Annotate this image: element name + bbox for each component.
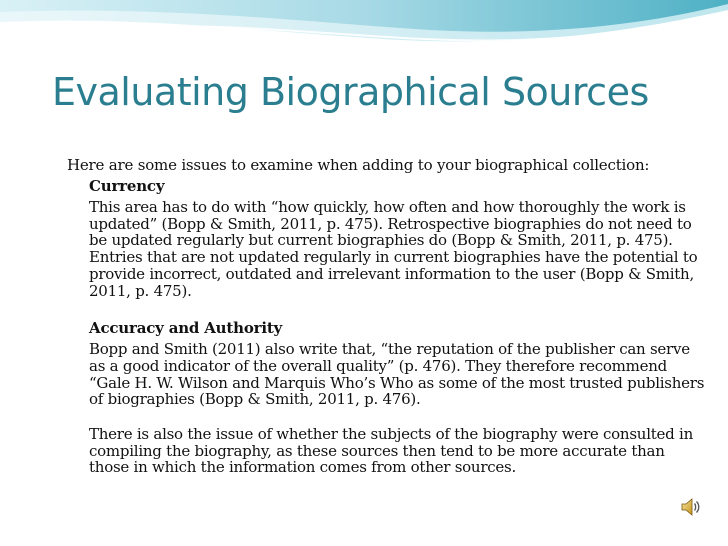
slide-content [67,156,707,476]
intro-text: Here are some issues to examine when adding to your biographical collection: [67,156,650,174]
section-text-accuracy: Bopp and Smith (2011) also write that, “the reputation of the publisher can serve as a good indicator of the overall quality” (p. 476). They therefore recommend “Gale H. W. Wilson and Marquis Who’s Who as some of the most trusted publishers of biographies (Bopp & Smith, 2011, p. 476). [89,340,705,409]
section-heading-accuracy: Accuracy and Authority [89,319,283,338]
section-text-currency: This area has to do with “how quickly, how often and how thoroughly the work is updated” (Bopp & Smith, 2011, p. 475). Retrospective biographies do not need to be updated regularly but current biographies do (Bopp & Smith, 2011, p. 475). Entries that are not updated regularly in current biographies have the potential to provide incorrect, outdated and irrelevant information to the user (Bopp & Smith, 2011, p. 475). [89,198,698,300]
section-heading-currency: Currency [89,177,165,195]
slide-title: Evaluating Biographical Sources [52,70,649,114]
closing-text: There is also the issue of whether the subjects of the biography were consulted in compiling the biography, as these sources then tend to be more accurate than those in which the information comes from other sources. [89,425,693,477]
speaker-icon[interactable] [680,496,702,518]
header-wave-decoration [0,0,728,60]
